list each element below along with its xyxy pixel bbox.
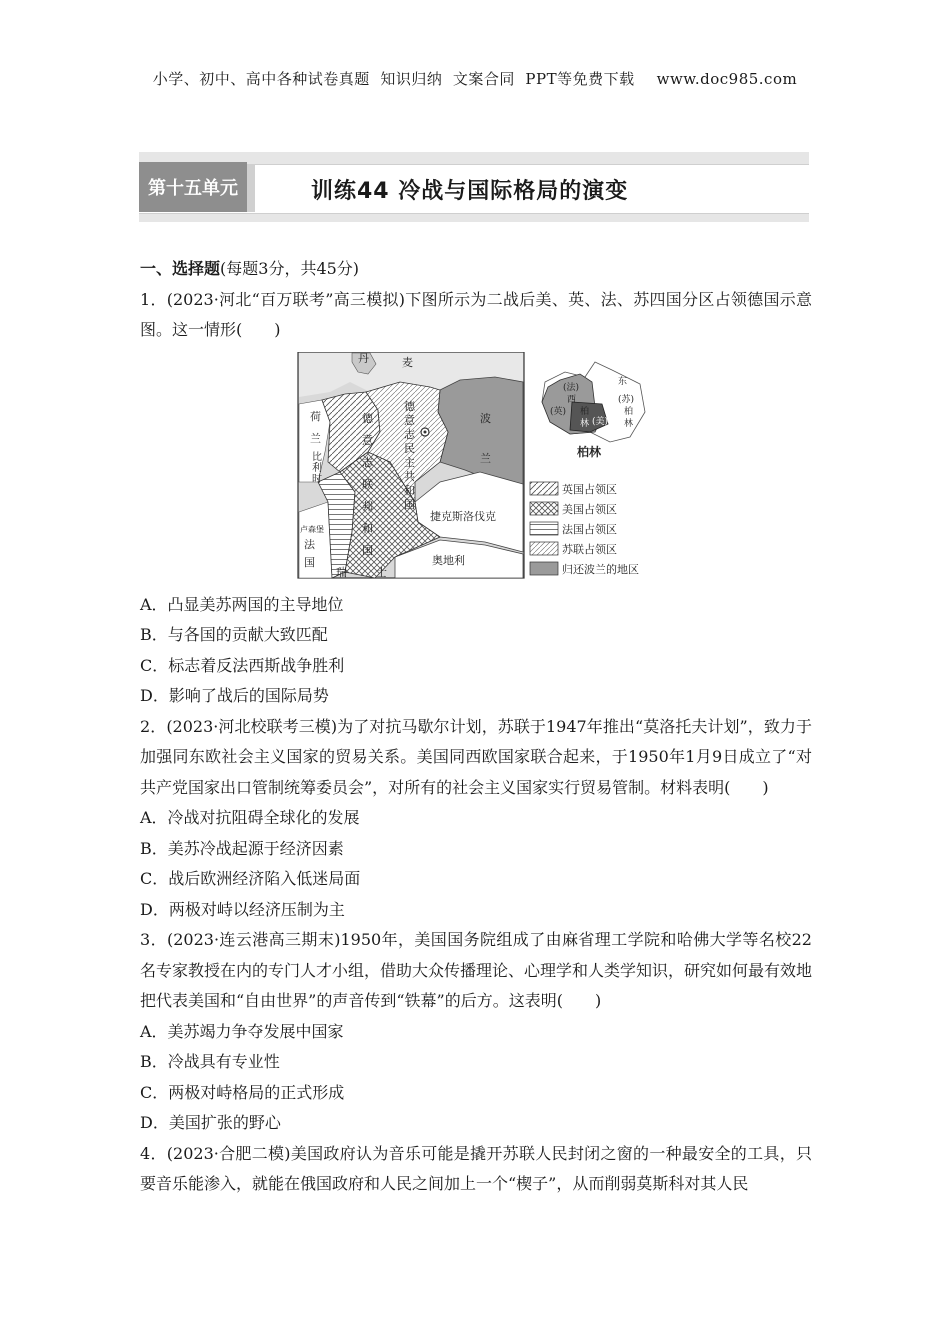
- berlin-inset-title: 柏林: [577, 444, 602, 459]
- q3-option-d[interactable]: D．美国扩张的野心: [140, 1113, 281, 1132]
- label-gdr-4: 民: [404, 441, 415, 455]
- question-number: 4．: [140, 1143, 167, 1163]
- label-belgium-1: 比: [312, 451, 322, 463]
- exercise-title: 训练44 冷战与国际格局的演变: [311, 179, 629, 204]
- q1-option-b[interactable]: B．与各国的贡献大致匹配: [140, 625, 328, 644]
- q2-option-a[interactable]: A．冷战对抗阻碍全球化的发展: [140, 808, 360, 827]
- question-number: 3．: [140, 930, 167, 949]
- label-gdr-2: 意: [404, 413, 415, 427]
- label-frg-3: 志: [362, 455, 373, 469]
- label-gdr-3: 志: [404, 427, 415, 441]
- section-title-text: 一、选择题: [140, 259, 221, 278]
- question-1: [140, 285, 812, 346]
- label-frg-2: 意: [362, 433, 373, 447]
- site-header: [0, 68, 950, 89]
- label-austria: 奥地利: [432, 553, 465, 567]
- legend-label-uk: 英国占领区: [562, 482, 617, 496]
- label-gdr-8: 国: [404, 497, 415, 511]
- label-gdr-6: 共: [404, 469, 415, 483]
- label-poland-1: 波: [480, 411, 491, 425]
- q3-option-b[interactable]: B．冷战具有专业性: [140, 1052, 280, 1071]
- legend-swatch-su: [530, 542, 558, 555]
- label-belgium-2: 利: [312, 462, 322, 474]
- legend-label-us: 美国占领区: [562, 502, 617, 516]
- label-berlin-west-lin: 林: [580, 418, 590, 429]
- question-stem: 美国政府认为音乐可能是撬开苏联人民封闭之窗的一种最安全的工具，只要音乐能渗入，就能在俄国政府和人民之间加上一个“楔子”，从而削弱莫斯科对其人民: [140, 1143, 812, 1193]
- question-content: [140, 254, 812, 1200]
- question-source: (2023·河北校联考三模): [166, 716, 338, 736]
- label-frg-4: 联: [362, 477, 373, 491]
- question-stem: 为了对抗马歇尔计划，苏联于1947年推出“莫洛托夫计划”，致力于加强同东欧社会主义国家的贸易关系。美国同西欧国家联合起来，于1950年1月9日成立了“对共产党国家出口管制统筹委员会”，对所有的社会主义国家实行贸易管制。材料表明( ): [140, 716, 812, 797]
- label-berlin-east-bo: 柏: [624, 406, 634, 417]
- label-berlin-uk: (英): [550, 406, 567, 417]
- label-berlin-us: (美): [592, 416, 609, 427]
- label-berlin-east: 东: [618, 376, 628, 387]
- legend-swatch-fr: [530, 522, 558, 535]
- legend-swatch-uk: [530, 482, 558, 495]
- label-denmark-1: 丹: [358, 351, 369, 365]
- label-netherlands-1: 荷: [310, 409, 321, 423]
- section-note: (每题3分，共45分): [220, 259, 360, 278]
- legend-label-pl: 归还波兰的地区: [562, 562, 639, 576]
- label-frg-5: 邦: [362, 499, 373, 513]
- label-berlin-east-lin: 林: [624, 418, 634, 429]
- label-frg-7: 国: [362, 543, 373, 557]
- label-france-2: 国: [304, 555, 315, 569]
- q2-option-d[interactable]: D．两极对峙以经济压制为主: [140, 899, 345, 919]
- question-2: [140, 712, 812, 804]
- label-poland-2: 兰: [480, 451, 491, 465]
- site-header-text: 小学、初中、高中各种试卷真题 知识归纳 文案合同 PPT等免费下载: [152, 70, 635, 88]
- legend-label-su: 苏联占领区: [562, 542, 617, 556]
- section-title: [140, 254, 812, 285]
- question-stem: 下图所示为二战后美、英、法、苏四国分区占领德国示意图。这一情形( ): [140, 289, 812, 339]
- question-source: (2023·连云港高三期末): [166, 930, 341, 949]
- unit-banner: [139, 152, 809, 222]
- map-legend: [530, 482, 639, 576]
- q1-option-d[interactable]: D．影响了战后的国际局势: [140, 686, 329, 705]
- label-france-1: 法: [304, 537, 315, 551]
- question-number: 2．: [140, 716, 167, 736]
- q2-option-c[interactable]: C．战后欧洲经济陷入低迷局面: [140, 869, 361, 888]
- q1-option-a[interactable]: A．凸显美苏两国的主导地位: [140, 594, 344, 614]
- q1-option-c[interactable]: C．标志着反法西斯战争胜利: [140, 655, 345, 675]
- legend-swatch-us: [530, 502, 558, 515]
- label-belgium-3: 时: [312, 473, 322, 485]
- legend-label-fr: 法国占领区: [562, 522, 617, 536]
- question-number: 1．: [140, 289, 167, 309]
- legend-swatch-pl: [530, 562, 558, 575]
- q3-option-a[interactable]: A．美苏竭力争夺发展中国家: [140, 1021, 344, 1041]
- map-figure: [140, 352, 812, 584]
- label-berlin-su: (苏): [618, 394, 635, 405]
- question-source: (2023·合肥二模): [166, 1143, 291, 1163]
- question-source: (2023·河北“百万联考”高三模拟): [166, 289, 406, 309]
- question-stem: 1950年，美国国务院组成了由麻省理工学院和哈佛大学等名校22名专家教授在内的专门人才小组，借助大众传播理论、心理学和人类学知识，研究如何最有效地把代表美国和“自由世界”的声音传到“铁幕”的后方。这表明( ): [140, 930, 813, 1010]
- germany-occupation-map: [140, 352, 812, 584]
- site-url[interactable]: www.doc985.com: [656, 70, 798, 88]
- label-berlin-west-bo: 柏: [580, 406, 590, 417]
- q2-option-b[interactable]: B．美苏冷战起源于经济因素: [140, 838, 344, 858]
- berlin-inset: [542, 362, 645, 459]
- label-gdr-1: 德: [404, 399, 415, 413]
- label-swiss-1: 瑞: [336, 565, 347, 579]
- q3-option-c[interactable]: C．两极对峙格局的正式形成: [140, 1082, 345, 1102]
- label-berlin-west: 西: [567, 394, 577, 405]
- unit-label-shadow: [247, 164, 255, 212]
- label-denmark-2: 麦: [402, 355, 413, 369]
- label-luxembourg: 卢森堡: [300, 524, 324, 534]
- label-czechoslovakia: 捷克斯洛伐克: [430, 509, 496, 523]
- label-gdr-7: 和: [404, 483, 415, 497]
- unit-label: 第十五单元: [139, 162, 247, 212]
- question-3: [140, 925, 812, 1017]
- question-4: [140, 1139, 812, 1200]
- label-berlin-fr: (法): [563, 382, 580, 393]
- label-frg-1: 德: [362, 411, 373, 425]
- label-gdr-5: 主: [404, 455, 415, 469]
- label-netherlands-2: 兰: [310, 431, 321, 445]
- label-frg-6: 和: [362, 521, 373, 535]
- label-swiss-2: 士: [376, 565, 387, 579]
